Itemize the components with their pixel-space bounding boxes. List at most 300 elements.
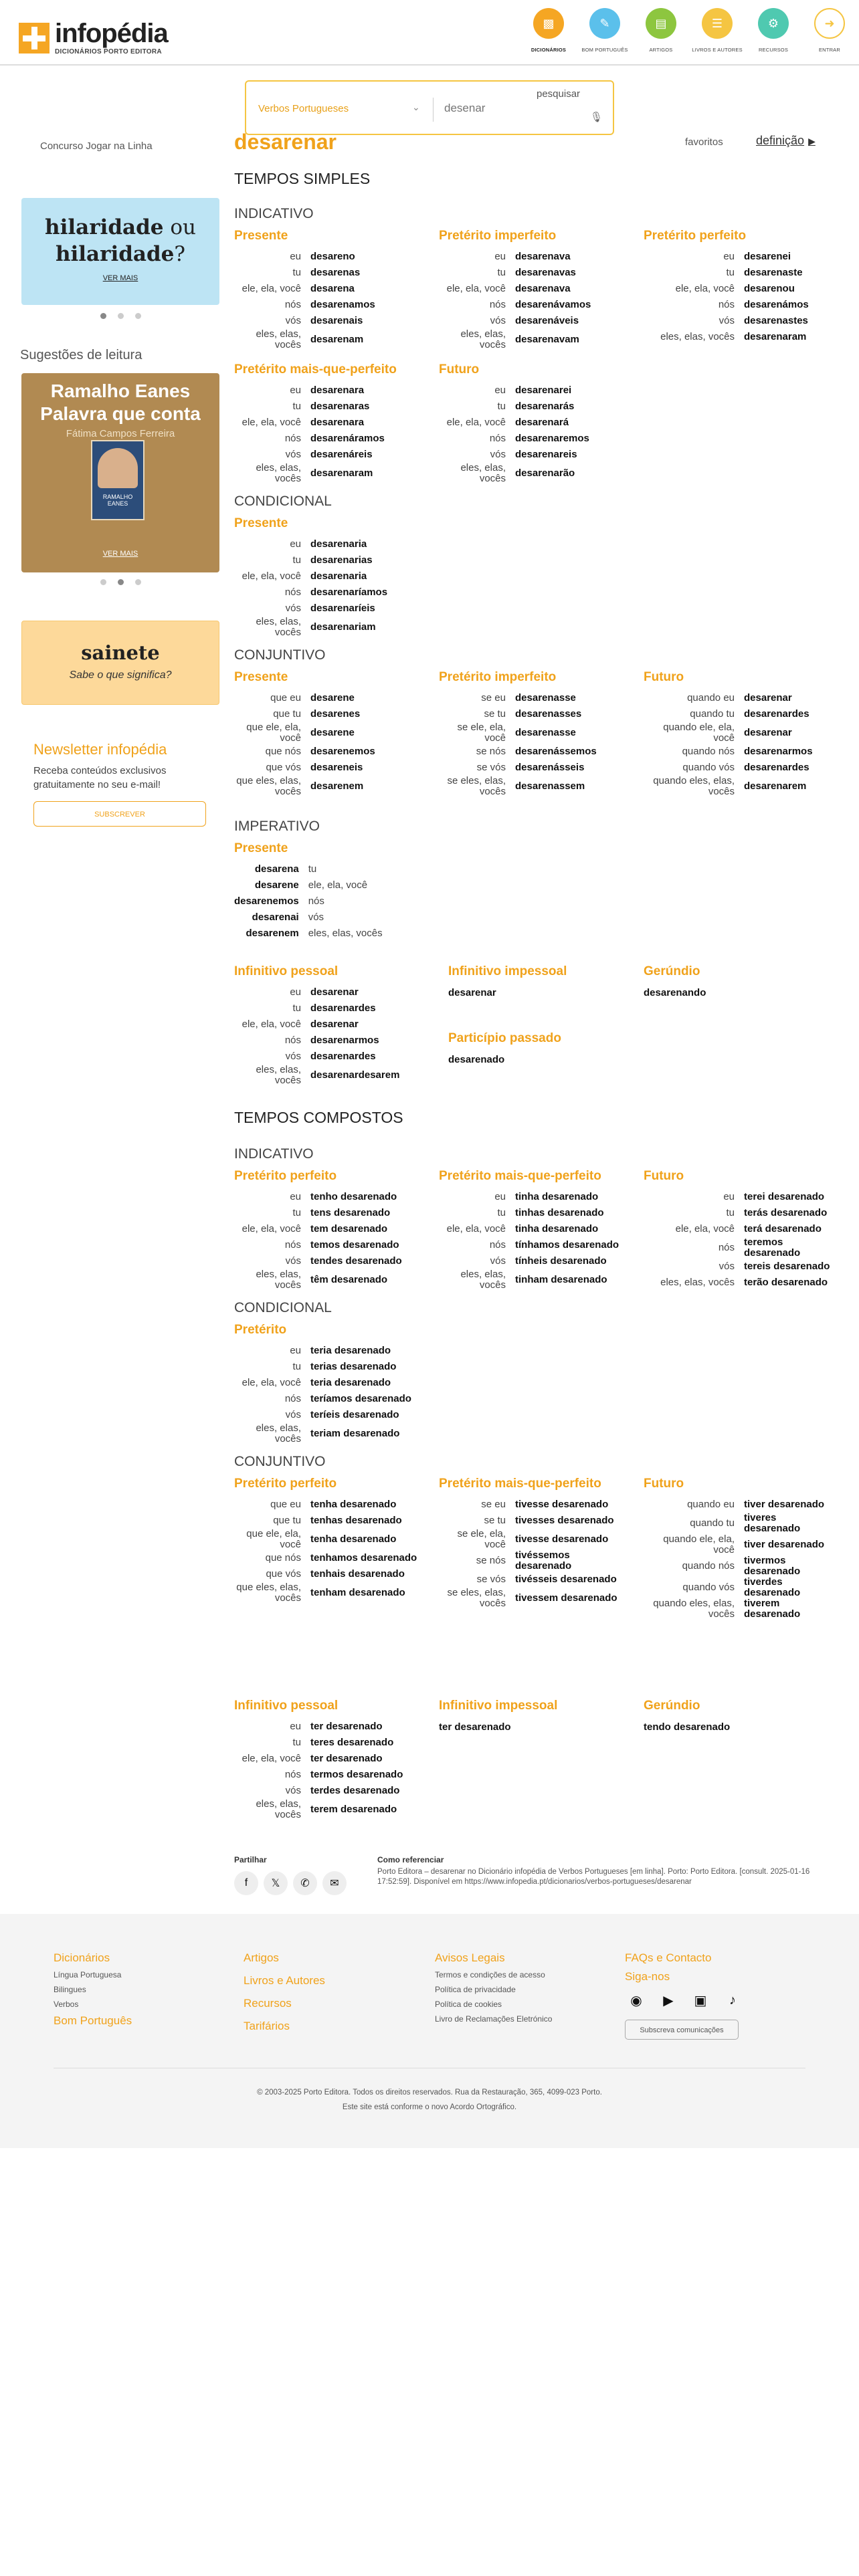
conjugation-row <box>439 463 629 484</box>
pronoun: nós <box>284 1035 301 1046</box>
pronoun: quando nós <box>682 1560 735 1572</box>
carousel-dot[interactable] <box>135 579 141 585</box>
conjugation-row <box>234 329 424 350</box>
verb-form: terem desarenado <box>310 1804 397 1815</box>
pronoun: nós <box>308 895 324 907</box>
conjugation-row <box>234 1582 424 1604</box>
conjugation-row <box>234 447 424 463</box>
search-input[interactable] <box>444 102 558 115</box>
conjugation-row <box>234 1529 424 1550</box>
conjugation-table-simple-cond-presente <box>234 536 424 638</box>
pronoun: eu <box>290 385 301 396</box>
indicativo-heading: INDICATIVO <box>234 206 314 221</box>
pronoun: nós <box>284 586 301 598</box>
tense-title-simple-participio: Particípio passado <box>448 1031 561 1045</box>
verb-form: termos desarenado <box>310 1769 403 1780</box>
pronoun: eles, elas, vocês <box>256 616 301 638</box>
nav-item-bom-português[interactable] <box>577 8 633 53</box>
verb-form: desarenando <box>644 987 706 998</box>
pronoun: ele, ela, você <box>242 283 301 294</box>
pronoun: vós <box>719 1261 735 1272</box>
search-button[interactable]: pesquisar <box>537 88 581 100</box>
conjugation-row <box>439 281 629 297</box>
pronoun: vós <box>490 315 506 326</box>
logo-name: infopédia <box>55 19 168 48</box>
conjugation-row <box>644 1237 831 1259</box>
verb-form: desarenarás <box>515 401 575 412</box>
word-card-sainete[interactable] <box>21 621 219 705</box>
conjugation-row <box>644 744 831 760</box>
conjugation-row <box>439 744 629 760</box>
pronoun: vós <box>285 603 301 614</box>
pronoun: se tu <box>484 1515 506 1526</box>
footer-link[interactable]: Livro de Reclamações Eletrónico <box>435 2014 553 2024</box>
tense-title-simple-inf-pessoal: Infinitivo pessoal <box>234 964 339 978</box>
pronoun: ele, ela, você <box>446 417 506 428</box>
instagram-icon[interactable]: ▣ <box>694 1993 707 2008</box>
word-card-word2: hilaridade <box>55 242 175 266</box>
pronoun: nós <box>489 433 506 444</box>
conjugation-row <box>644 760 831 776</box>
verb-form: desarenamos <box>310 299 375 310</box>
footer-link[interactable]: Recursos <box>244 1997 292 2010</box>
verb-form: desarenásseis <box>515 762 585 773</box>
verb-form: desarenáreis <box>310 449 373 460</box>
pronoun: quando ele, ela, você <box>663 722 735 744</box>
pronoun: tu <box>497 1207 506 1218</box>
verb-form: desarenai <box>252 911 299 923</box>
conjugation-row <box>439 706 629 722</box>
verb-form: teria desarenado <box>310 1377 391 1388</box>
verb-form: desareno <box>310 251 355 262</box>
subscribe-button[interactable]: SUBSCREVER <box>33 801 206 827</box>
verb-form: desarenávamos <box>515 299 591 310</box>
footer-link[interactable]: Língua Portuguesa <box>54 1970 122 1979</box>
pronoun: tu <box>497 401 506 412</box>
conjugation-row <box>234 1423 424 1444</box>
conjugation-row <box>234 1719 424 1735</box>
pronoun: nós <box>718 299 735 310</box>
verb-form: tinhas desarenado <box>515 1207 604 1218</box>
verb-form: desarenar <box>310 1018 359 1030</box>
verb-form: desarenardes <box>310 1002 376 1014</box>
conjugation-row <box>234 909 383 926</box>
definition-link[interactable] <box>756 134 816 148</box>
tiktok-icon[interactable]: ♪ <box>729 1992 736 2008</box>
verb-form: terão desarenado <box>744 1277 828 1288</box>
conjugation-table-simple-ind-mqp <box>234 383 424 484</box>
conjugation-row <box>644 1221 831 1237</box>
carousel-dot[interactable] <box>100 579 106 585</box>
tense-title-compound-inf-impessoal: Infinitivo impessoal <box>439 1699 558 1713</box>
verb-form: tiver desarenado <box>744 1499 825 1510</box>
conjugation-row <box>234 1767 424 1783</box>
verb-form: teres desarenado <box>310 1737 394 1748</box>
pronoun: eles, elas, vocês <box>660 1277 735 1288</box>
pronoun: eles, elas, vocês <box>256 1269 301 1291</box>
verb-form: desarenarias <box>310 554 373 566</box>
conjugation-row <box>234 281 424 297</box>
conjugation-row <box>234 1237 424 1253</box>
conjugation-table-compound-ind-perfeito <box>234 1189 424 1291</box>
conjugation-row <box>644 1513 831 1534</box>
conjugation-row <box>439 297 629 313</box>
pronoun: se nós <box>476 746 506 757</box>
conjugation-table-compound-conj-perfeito <box>234 1497 424 1604</box>
pronoun: eu <box>494 251 506 262</box>
conjugation-row <box>234 1016 424 1033</box>
word-card-qmark: ? <box>174 242 186 266</box>
dictionary-select[interactable]: Verbos Portugueses <box>253 98 434 122</box>
pronoun: tu <box>292 554 301 566</box>
ad-banner[interactable]: Concurso Jogar na Linha <box>40 140 153 152</box>
footer-link[interactable]: Tarifários <box>244 2020 290 2032</box>
conjugation-row <box>234 552 424 568</box>
conjugation-row <box>644 1598 831 1620</box>
conjugation-row <box>234 1000 424 1016</box>
conjugation-row <box>439 690 629 706</box>
footer-link[interactable]: Política de privacidade <box>435 1985 516 1994</box>
conjugation-row <box>644 1275 831 1291</box>
verb-form: desarena <box>310 283 355 294</box>
footer-link[interactable]: Avisos Legais <box>435 1951 505 1964</box>
conjugation-row <box>234 601 424 617</box>
pronoun: que vós <box>266 1568 301 1580</box>
word-card-link[interactable]: VER MAIS <box>102 274 138 282</box>
verb-form: teremos desarenado <box>744 1237 801 1259</box>
footer-link[interactable]: Termos e condições de acesso <box>435 1970 545 1979</box>
verb-form: desarenarem <box>744 780 807 792</box>
carousel-dots <box>100 579 153 585</box>
verb-form: desarenavas <box>515 267 576 278</box>
verb-form: desarenaria <box>310 538 367 550</box>
verb-form: tenhas desarenado <box>310 1515 402 1526</box>
books-icon: ☰ <box>702 8 733 39</box>
pronoun: que vós <box>266 762 301 773</box>
conjugation-row <box>234 415 424 431</box>
youtube-icon[interactable]: ▶ <box>663 1993 674 2008</box>
login-icon: ➜ <box>814 8 845 39</box>
pronoun: tu <box>292 1207 301 1218</box>
conjugation-table-simple-conj-presente <box>234 690 424 797</box>
tense-title-simple-ind-mqp: Pretérito mais-que-perfeito <box>234 362 397 377</box>
subscribe-communications-button[interactable]: Subscreva comunicações <box>625 2020 739 2040</box>
conjugation-row <box>234 1269 424 1291</box>
verb-form: desarenarmos <box>310 1035 379 1046</box>
email-icon[interactable]: ✉ <box>322 1871 347 1895</box>
pronoun: se nós <box>476 1555 506 1566</box>
verb-form: tendo desarenado <box>644 1721 731 1733</box>
word-card-hilaridade[interactable] <box>21 198 219 305</box>
pronoun: nós <box>718 1242 735 1253</box>
carousel-dot[interactable] <box>118 313 124 319</box>
conjugation-row <box>234 1735 424 1751</box>
facebook-icon[interactable]: f <box>234 1871 258 1895</box>
conjugation-row <box>644 706 831 722</box>
pronoun: eu <box>494 1191 506 1202</box>
tense-title-compound-conj-perfeito: Pretérito perfeito <box>234 1477 337 1491</box>
verb-form: desarenara <box>310 385 365 396</box>
verb-form: desarenariam <box>310 621 376 633</box>
x-icon[interactable]: 𝕏 <box>264 1871 288 1895</box>
favorites-button[interactable]: favoritos <box>685 136 723 148</box>
conjugation-row <box>439 329 629 350</box>
verb-form: terás desarenado <box>744 1207 828 1218</box>
verb-form: terei desarenado <box>744 1191 825 1202</box>
conjugation-table-compound-conj-mqp <box>439 1497 629 1609</box>
tense-title-compound-ind-futuro: Futuro <box>644 1169 684 1183</box>
pronoun: vós <box>285 1051 301 1062</box>
verb-form: desarenámos <box>744 299 809 310</box>
conjugation-table-compound-ind-futuro <box>644 1189 831 1291</box>
pronoun: que eles, elas, vocês <box>236 775 301 797</box>
carousel-dot[interactable] <box>118 579 124 585</box>
condicional-heading: CONDICIONAL <box>234 494 332 509</box>
footer-link[interactable]: Bilingues <box>54 1985 86 1994</box>
pronoun: nós <box>489 299 506 310</box>
pronoun: tu <box>292 401 301 412</box>
verb-form: desarenareis <box>515 449 577 460</box>
verb-form: desarene <box>310 692 355 704</box>
tense-title-compound-ind-perfeito: Pretérito perfeito <box>234 1169 337 1183</box>
conjugation-row <box>439 1572 629 1588</box>
pronoun: eles, elas, vocês <box>460 328 506 350</box>
pronoun: quando tu <box>690 708 735 720</box>
verb-form: desarena <box>254 863 299 875</box>
conjugation-row <box>644 329 831 345</box>
verb-form: desarenava <box>515 251 571 262</box>
condicional-heading: CONDICIONAL <box>234 1300 332 1315</box>
pronoun: vós <box>285 1785 301 1796</box>
verb-form: desarenássemos <box>515 746 597 757</box>
pronoun: que tu <box>273 708 301 720</box>
verb-form: desarenaremos <box>515 433 589 444</box>
verb-form: tenham desarenado <box>310 1587 405 1598</box>
pronoun: que ele, ela, você <box>246 1528 301 1550</box>
tense-title-simple-gerundio: Gerúndio <box>644 964 700 978</box>
pronoun: ele, ela, você <box>308 879 368 891</box>
pronoun: tu <box>726 1207 735 1218</box>
verb-form: desarenara <box>310 417 365 428</box>
pronoun: ele, ela, você <box>446 1223 506 1235</box>
verb-form: terdes desarenado <box>310 1785 400 1796</box>
verb-form: desarenei <box>744 251 791 262</box>
verb-form: desarenem <box>246 928 299 939</box>
nav-item-entrar[interactable] <box>801 8 858 53</box>
tense-title-simple-ind-perfeito: Pretérito perfeito <box>644 229 747 243</box>
conjugation-row <box>234 1049 424 1065</box>
share-section <box>234 1855 352 1895</box>
verb-form: desarenar <box>744 727 792 738</box>
verb-form: tínhamos desarenado <box>515 1239 619 1251</box>
verb-form: temos desarenado <box>310 1239 399 1251</box>
pronoun: se tu <box>484 708 506 720</box>
footer-link[interactable]: Política de cookies <box>435 2000 502 2009</box>
nav-label: ARTIGOS <box>649 47 673 53</box>
pronoun: se vós <box>476 1574 506 1585</box>
verb-form: ter desarenado <box>310 1721 383 1732</box>
nav-item-artigos[interactable] <box>633 8 689 53</box>
conjugation-row <box>439 1529 629 1550</box>
pronoun: eu <box>494 385 506 396</box>
pronoun: vós <box>490 1255 506 1267</box>
conjugation-row <box>234 1065 424 1086</box>
pronoun: nós <box>284 1393 301 1404</box>
verb-form: desarenardes <box>744 762 809 773</box>
pronoun: se eles, elas, vocês <box>447 775 506 797</box>
conjugation-row <box>234 584 424 601</box>
verb-form: desarenem <box>310 780 364 792</box>
footer-link[interactable]: Verbos <box>54 2000 79 2009</box>
conjugation-row <box>439 399 629 415</box>
conjugation-row <box>234 1189 424 1205</box>
pronoun: eu <box>290 1191 301 1202</box>
conjugation-row <box>439 722 629 744</box>
site-logo[interactable] <box>19 20 168 56</box>
verb-form: desarenasse <box>515 727 576 738</box>
pronoun: quando eu <box>687 692 735 704</box>
conjugation-row <box>439 1550 629 1572</box>
conjugation-row <box>234 1253 424 1269</box>
nav-item-livros-e-autores[interactable] <box>689 8 745 53</box>
microphone-icon[interactable]: 🎙 <box>590 112 603 123</box>
conjugation-row <box>644 690 831 706</box>
conjugation-table-compound-inf-pessoal <box>234 1719 424 1820</box>
conjugation-row <box>234 463 424 484</box>
pronoun: eu <box>290 538 301 550</box>
nav-item-dicionários[interactable] <box>520 8 577 53</box>
pronoun: vós <box>285 449 301 460</box>
tools-icon: ⚙ <box>758 8 789 39</box>
newsletter-title: Newsletter infopédia <box>33 741 167 758</box>
verb-form: desarenes <box>310 708 361 720</box>
verb-form: tenha desarenado <box>310 1533 397 1545</box>
conjugation-row <box>234 877 383 893</box>
conjugation-row <box>439 265 629 281</box>
conjugation-row <box>234 690 424 706</box>
conjugation-row <box>234 265 424 281</box>
definition-label: definição <box>756 134 805 147</box>
conjugation-row <box>439 1189 629 1205</box>
conjugation-row <box>234 249 424 265</box>
word-card-subtitle: Sabe o que significa? <box>69 669 172 681</box>
word-card-or: ou <box>163 215 196 239</box>
footer-link[interactable]: Artigos <box>244 1951 279 1964</box>
conjugation-row <box>234 760 424 776</box>
pronoun: quando vós <box>682 1582 735 1593</box>
newsletter-text: Receba conteúdos exclusivos gratuitamente no seu e-mail! <box>33 765 167 790</box>
verb-form: ter desarenado <box>310 1753 383 1764</box>
verb-form: tenho desarenado <box>310 1191 397 1202</box>
indicativo-heading: INDICATIVO <box>234 1146 314 1162</box>
conjugation-table-simple-imperativo <box>234 861 383 942</box>
footer-link[interactable]: Livros e Autores <box>244 1974 325 1987</box>
footer-link[interactable]: Bom Português <box>54 2014 132 2027</box>
follow-label: Siga-nos <box>625 1970 670 1983</box>
book-suggestion-card[interactable] <box>21 373 219 572</box>
pronoun: ele, ela, você <box>446 283 506 294</box>
site-header <box>0 0 859 66</box>
pronoun: se eles, elas, vocês <box>447 1587 506 1609</box>
verb-form: teriam desarenado <box>310 1428 400 1439</box>
pronoun: ele, ela, você <box>242 417 301 428</box>
pronoun: nós <box>284 1239 301 1251</box>
conjugation-row <box>234 617 424 638</box>
pronoun: eu <box>723 251 735 262</box>
word-card-word: sainete <box>81 641 160 664</box>
footer-col-articles <box>244 1951 325 2042</box>
verb-form: desarenasse <box>515 692 576 704</box>
facebook-icon[interactable]: ◉ <box>630 1993 642 2008</box>
verb-form: tivéssemos desarenado <box>515 1549 572 1572</box>
share-label: Partilhar <box>234 1855 267 1864</box>
verb-form: desarenar <box>744 692 792 704</box>
nav-label: RECURSOS <box>758 47 789 53</box>
conjugation-row <box>234 861 383 877</box>
verb-form: tivermos desarenado <box>744 1555 801 1577</box>
footer-link[interactable]: Dicionários <box>54 1951 110 1964</box>
verb-form: desarenar <box>448 987 496 998</box>
word-card-title <box>21 214 219 267</box>
pronoun: tu <box>292 1002 301 1014</box>
verb-form: desarenaríamos <box>310 586 388 598</box>
tense-title-simple-inf-impessoal: Infinitivo impessoal <box>448 964 567 978</box>
logo-subtitle: DICIONÁRIOS PORTO EDITORA <box>55 48 162 56</box>
pronoun: eles, elas, vocês <box>256 1064 301 1086</box>
tense-title-compound-conj-mqp: Pretérito mais-que-perfeito <box>439 1477 601 1491</box>
imperativo-heading: IMPERATIVO <box>234 819 320 834</box>
conjugation-row <box>234 776 424 797</box>
tense-title-compound-inf-pessoal: Infinitivo pessoal <box>234 1699 339 1713</box>
carousel-dot[interactable] <box>100 313 106 319</box>
book-link[interactable]: VER MAIS <box>102 550 138 558</box>
verb-form: tiveres desarenado <box>744 1512 801 1534</box>
verb-form: desareneis <box>310 762 363 773</box>
tense-title-compound-cond-preterito: Pretérito <box>234 1323 287 1337</box>
conjugation-row <box>439 760 629 776</box>
verb-form: desarenardes <box>744 708 809 720</box>
conjugation-row <box>439 415 629 431</box>
verb-form: desarenaríeis <box>310 603 375 614</box>
citation-text: Porto Editora – desarenar no Dicionário infopédia de Verbos Portugueses [em linha]. Porto: Porto Editora. [consult. 2025-01-16 17:52:59]. Disponível em https://www.infopedia.pt/dicionarios/verbos-portugueses/desarenar <box>377 1868 810 1886</box>
footer-col-contact <box>625 1951 753 2040</box>
pronoun: nós <box>284 299 301 310</box>
nav-item-recursos[interactable] <box>745 8 801 53</box>
footer-link[interactable]: FAQs e Contacto <box>625 1951 712 1964</box>
pronoun: que eles, elas, vocês <box>236 1582 301 1604</box>
whatsapp-icon[interactable]: ✆ <box>293 1871 317 1895</box>
conjugation-table-compound-cond-preterito <box>234 1343 424 1444</box>
pronoun: eu <box>290 1721 301 1732</box>
pronoun: quando eu <box>687 1499 735 1510</box>
conjugation-row <box>644 265 831 281</box>
carousel-dot[interactable] <box>135 313 141 319</box>
conjugation-row <box>439 1269 629 1291</box>
conjugation-row <box>439 1205 629 1221</box>
conjugation-row <box>439 1221 629 1237</box>
conjugation-row <box>234 1751 424 1767</box>
verb-form: desarenaras <box>310 401 370 412</box>
conjugation-table-simple-ind-imperfeito <box>439 249 629 350</box>
verb-form: tendes desarenado <box>310 1255 402 1267</box>
verb-form: ter desarenado <box>439 1721 511 1733</box>
conjugation-table-simple-ind-perfeito <box>644 249 831 345</box>
chevron-down-icon[interactable]: ⌄ <box>412 102 420 112</box>
verb-form: desarenais <box>310 315 363 326</box>
conjugation-table-simple-inf-pessoal <box>234 984 424 1086</box>
conjugation-row <box>234 431 424 447</box>
verb-form: desarenavam <box>515 334 579 345</box>
